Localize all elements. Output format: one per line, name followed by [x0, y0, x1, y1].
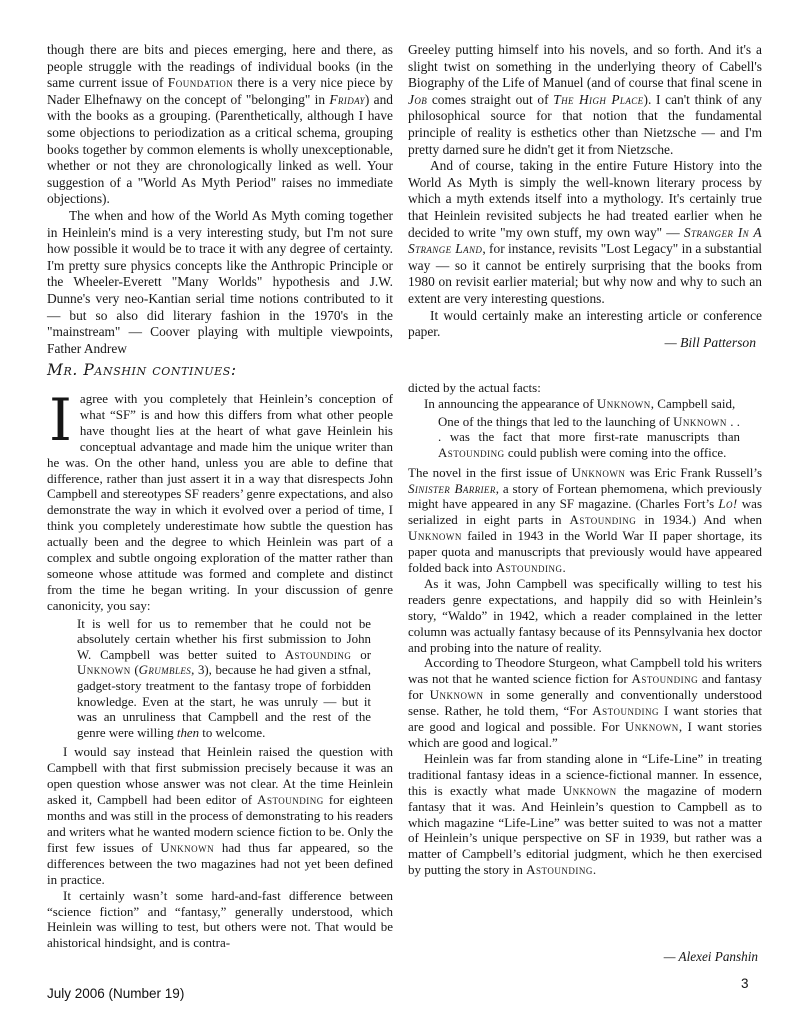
text-segment: The High Place — [553, 91, 644, 107]
paragraph — [47, 42, 393, 208]
signature-bill-patterson: — Bill Patterson — [664, 335, 756, 350]
text-segment: Unknown — [77, 663, 131, 678]
text-segment: According to Theodore Sturgeon, what Campbell told his writers was not that he wanted science fiction for — [408, 655, 762, 687]
paragraph — [47, 888, 393, 952]
text-segment: Unknown — [429, 687, 484, 703]
text-segment: Astounding — [284, 647, 352, 662]
column-right-bottom — [408, 380, 762, 878]
footer-page-number: 3 — [741, 976, 749, 991]
text-segment: Heinlein was far from standing alone in “Life-Line” in treating traditional fantasy ideas in a science-fictional manner. In essence, this is exactly what made — [408, 750, 762, 798]
text-segment: , I want stories which are good and logical.” — [408, 719, 762, 750]
text-segment: was serialized in eight parts in — [408, 496, 763, 528]
text-segment: Astounding — [631, 671, 699, 687]
text-segment: Astounding — [569, 512, 637, 528]
text-segment: failed in 1943 in the World War II paper shortage, its paper quota and manuscripts that previously would have appeared folded back into — [408, 528, 762, 576]
text-segment: was Eric Frank Russell’s — [625, 464, 762, 480]
text-segment: Unknown — [596, 395, 651, 411]
paragraph — [408, 655, 762, 750]
footer-issue-date: July 2006 (Number 19) — [47, 986, 185, 1001]
text-segment: and fantasy for — [408, 671, 762, 703]
text-segment: then — [176, 725, 200, 740]
text-segment: Astounding — [592, 703, 660, 719]
paragraph — [47, 744, 393, 887]
text-segment: in some generally and conventionally understood sense. Rather, he told them, “For — [408, 687, 762, 719]
text-segment: . . . was the fact that more first-rate manuscripts than — [438, 414, 740, 445]
text-segment: ( — [130, 663, 139, 678]
text-segment: ). I can't think of any philosophical source for that notion that the fundamental principle of reality is esthetics other than Nietzsche — and I'm pretty darned sure he didn't get it from Nietzsche. — [408, 91, 762, 157]
text-segment: Unknown — [160, 839, 215, 855]
block-quote — [438, 415, 740, 462]
paragraph — [408, 158, 762, 307]
text-segment: to welcome. — [199, 725, 266, 740]
text-segment: the magazine of modern fantasy that it was. And Heinlein’s question to Campbell as to which magazine “Life-Line” was better suited to was not a matter of Heinlein’s unique perspective on SF in 1939, but rather was a matter of Campbell’s editorial judgment, which he then exercised by putting the story in — [408, 782, 762, 878]
text-segment: Sinister Barrier — [408, 480, 496, 496]
signature-alexei-panshin: — Alexei Panshin — [663, 949, 758, 964]
text-segment: I would say instead that Heinlein raised the question with Campbell with that first submission precisely because it was an open question whose answer was not clear. At the time Heinlein asked it, Campbell had been editor of — [47, 744, 393, 808]
text-segment: in 1934.) And when — [636, 512, 762, 528]
text-segment: Unknown — [408, 528, 462, 544]
text-segment: there is a very nice piece by Nader Elhefnawy on the concept of "belonging" in — [47, 75, 393, 107]
text-segment: had thus far appeared, so the differences between the two magazines had not yet been defined in practice. — [47, 839, 393, 887]
text-segment: Stranger In A Strange Land — [408, 224, 762, 257]
text-segment: ) and with the books as a grouping. (Parenthetically, although I have some objections to periodization as a critical schema, grouping books together by common elements is wholly unexceptionable, whether or not they are chronologically linked as well. Your suggestion of a "World As Myth Period" raises no immediate objections). — [47, 91, 393, 207]
text-segment: Greeley putting himself into his novels, and so forth. And it's a slight twist on something in the underlying theory of Cabell's Biography of the Life of Manuel (and of course that final scene in — [408, 42, 762, 91]
text-segment: The when and how of the World As Myth coming together in Heinlein's mind is a very interesting study, but I'm not sure how possible it would be to trace it with any degree of certainty. I'm pretty sure physics concepts like the Anthropic Principle or the Wheeler-Everett "Many Worlds" hypothesis and J.W. Dunne's very neo-Kantian serial time notions contributed to it — but so also did literary fashion in the 1970's in the "mainstream" — Coover playing with multiple viewpoints, Father Andrew — [47, 207, 393, 356]
text-segment: Unknown — [571, 464, 626, 480]
text-segment: Astounding — [495, 560, 563, 576]
text-segment: The novel in the first issue of — [408, 464, 572, 480]
text-segment: could publish were coming into the office. — [504, 446, 727, 460]
drop-cap: I — [49, 386, 72, 454]
text-segment: Grumbles — [138, 663, 192, 678]
text-segment: comes straight out of — [427, 91, 554, 107]
text-segment: , a story of Fortean phemomena, which previously might have appeared in any SF magazine. (Charles Fort’s — [408, 480, 763, 512]
paragraph — [47, 208, 393, 357]
column-left-bottom — [47, 386, 393, 951]
text-segment: . — [592, 862, 597, 878]
paragraph — [408, 42, 762, 158]
paragraph — [408, 576, 762, 656]
text-segment: Unknown — [673, 414, 727, 429]
paragraph — [47, 386, 393, 614]
text-segment: for eighteen months and was still in the process of demonstrating to his readers and writers what he wanted modern science fiction to be. Only the first few issues of — [47, 792, 393, 855]
text-segment: dicted by the actual facts: — [408, 380, 541, 395]
text-segment: Friday — [329, 91, 365, 107]
text-segment: , Campbell said, — [650, 395, 736, 411]
text-segment: It is well for us to remember that he could not be absolutely certain whether his first submission to John W. Campbell was better suited to — [77, 616, 371, 662]
text-segment: or — [351, 647, 371, 662]
text-segment: Astounding — [526, 862, 593, 878]
text-segment: Astounding — [257, 792, 324, 808]
text-segment: Lo! — [718, 496, 738, 512]
text-segment: Job — [408, 91, 428, 107]
block-quote — [77, 617, 371, 742]
section-heading: Mr. Panshin continues: — [47, 361, 237, 379]
text-segment: . — [562, 560, 566, 576]
paragraph — [408, 751, 762, 878]
text-segment: And of course, taking in the entire Future History into the World As Myth is simply the well-known literary process by which a myth extends itself into a mythology. It's certainly true that Heinlein revisited subjects he had treated earlier when he decided to write "my own stuff, my own way" — — [408, 158, 762, 240]
text-segment: I want stories that are good and logical and possible. For — [408, 703, 762, 735]
text-segment: , for instance, revisits "Lost Legacy" in a substantial way — so it cannot be entirely surprising that the books from 1980 on revisit earlier material; but why now and why to such an extent are very interesting questions. — [408, 241, 762, 306]
text-segment: Unknown — [562, 782, 617, 798]
text-segment: It would certainly make an interesting article or conference paper. — [408, 307, 762, 340]
text-segment: though there are bits and pieces emerging, here and there, as people struggle with the readings of individual books (in the same current issue of — [47, 42, 393, 91]
column-left-top — [47, 42, 393, 357]
text-segment: One of the things that led to the launching of — [438, 414, 674, 429]
text-segment: It certainly wasn’t some hard-and-fast difference between “science fiction” and “fantasy,” generally understood, which Heinlein was willing to test, but others were not. That would be ahistorical hindsight, and is contra- — [47, 887, 393, 951]
paragraph — [408, 380, 762, 396]
text-segment: , 3), because he had given a stfnal, gadget-story treatment to the fantasy trope of forbidden knowledge. Even at the start, he was unruly — but it was an unruliness that Campbell and the rest of the genre were willing — [77, 663, 371, 740]
text-segment: Foundation — [167, 75, 234, 91]
text-segment: In announcing the appearance of — [424, 395, 597, 411]
column-right-top — [408, 42, 762, 341]
text-segment: Unknown — [624, 719, 679, 735]
paragraph — [408, 396, 762, 412]
text-segment: As it was, John Campbell was specifically willing to test his readers genre expectations, and happily did so with Heinlein’s story, “Waldo” in 1942, which a reader complained in the letter column was actually fantasy because of its Pennsylvania hex doctor and probing into the nature of reality. — [408, 575, 762, 655]
paragraph — [408, 465, 762, 576]
text-segment: agree with you completely that Heinlein’s conception of what “SF” is and how this differs from what other people have thought lies at the heart of what gave Heinlein his conceptual advantage and made him the unique writer than he was. On the other hand, unless you are able to define that difference, rather than just assert it in a way that disrespects John Campbell and stereotypes SF readers’ genre expectations, and also demonstrate the way in which it evolved over a period of time, I think you completely underestimate how subtle the question has actually been and the degree to which Heinlein was part of a complex and subtle ongoing exploration of the matter rather than someone whose attitude was formed and complete and distinct from the time he began writing. In your discussion of genre canonicity, you say: — [47, 391, 393, 613]
text-segment: Astounding — [438, 446, 505, 460]
